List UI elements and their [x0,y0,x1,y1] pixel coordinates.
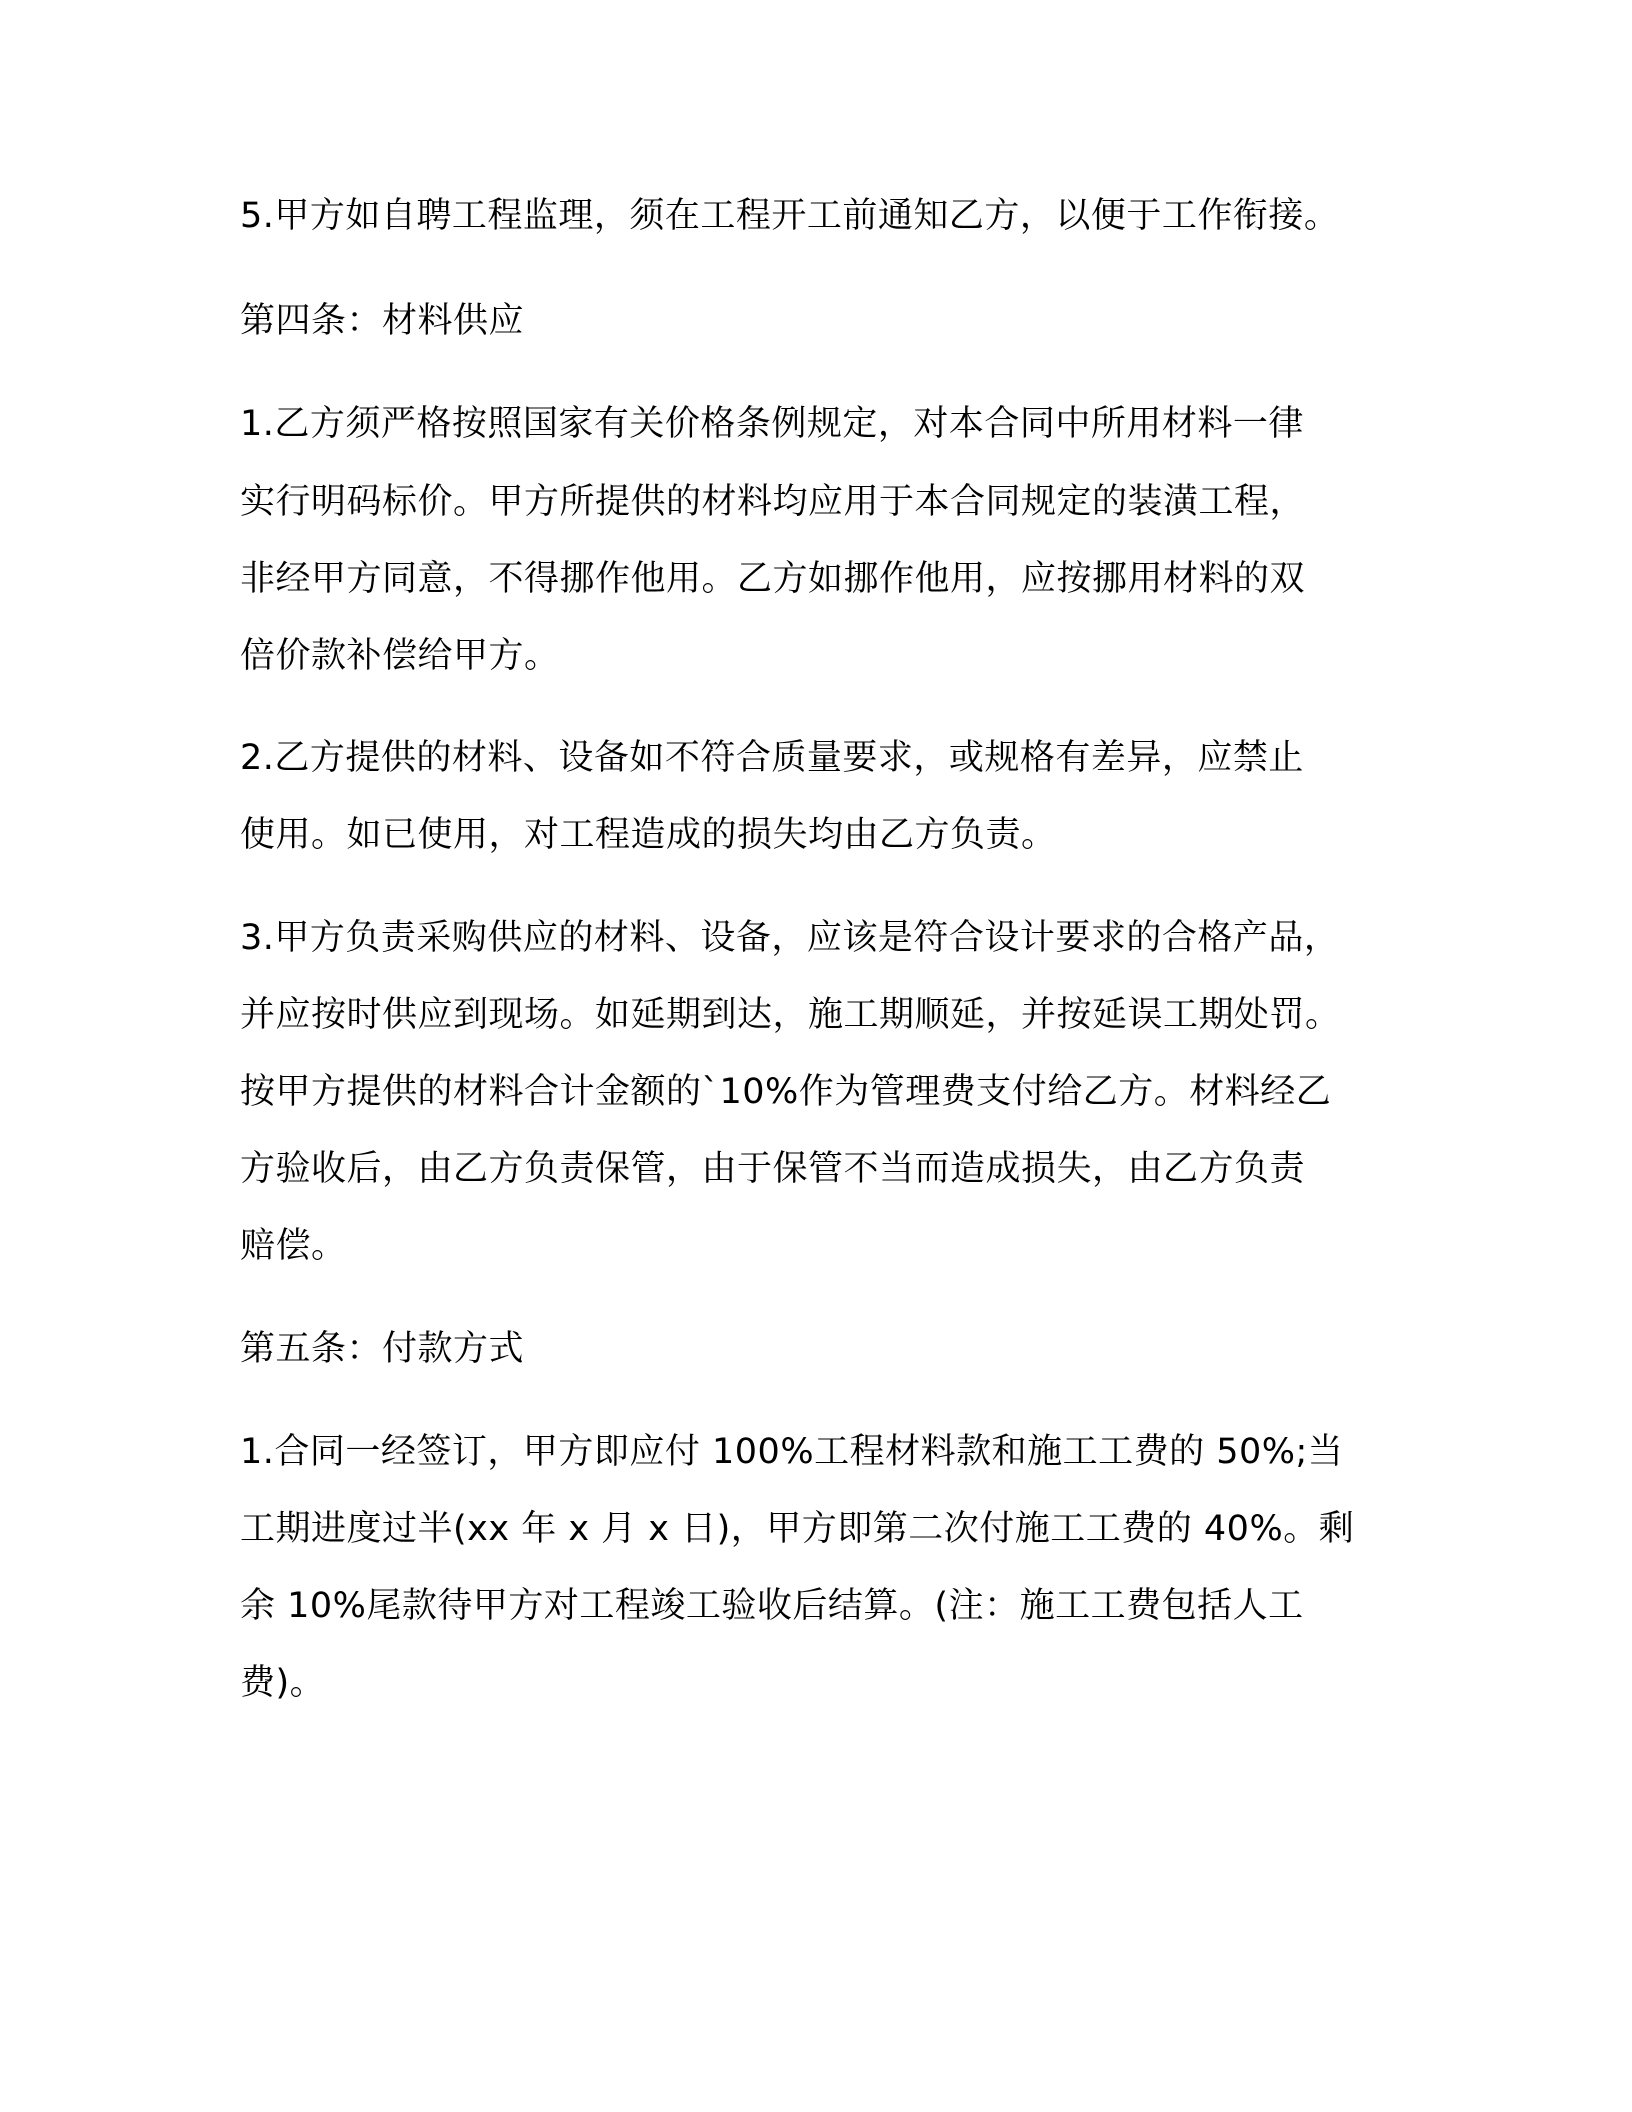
article-5-item-1-line-3: 余 10%尾款待甲方对工程竣工验收后结算。(注：施工工费包括人工 [240,1586,1304,1626]
article-4-item-2-line-1: 2.乙方提供的材料、设备如不符合质量要求，或规格有差异，应禁止 [240,738,1304,778]
article-4-item-3-line-4: 方验收后，由乙方负责保管，由于保管不当而造成损失，由乙方负责 [240,1149,1306,1189]
clause-3-item-5-line-1: 5.甲方如自聘工程监理，须在工程开工前通知乙方，以便于工作衔接。 [240,196,1340,236]
article-4-item-1-line-3: 非经甲方同意，不得挪作他用。乙方如挪作他用，应按挪用材料的双 [240,559,1306,599]
article-5-heading: 第五条：付款方式 [240,1329,525,1369]
article-5-item-1-line-1: 1.合同一经签订，甲方即应付 100%工程材料款和施工工费的 50%;当 [240,1432,1344,1472]
article-4-item-3-line-3: 按甲方提供的材料合计金额的`10%作为管理费支付给乙方。材料经乙 [240,1072,1332,1112]
article-4-item-2-line-2: 使用。如已使用，对工程造成的损失均由乙方负责。 [240,815,1057,855]
article-4-item-3-line-5: 赔偿。 [240,1226,347,1266]
article-4-item-3-line-2: 并应按时供应到现场。如延期到达，施工期顺延，并按延误工期处罚。 [240,995,1341,1035]
article-4-item-1-line-4: 倍价款补偿给甲方。 [240,636,560,676]
article-5-item-1-line-4: 费)。 [240,1663,326,1703]
article-5-item-1-line-2: 工期进度过半(xx 年 x 月 x 日)，甲方即第二次付施工工费的 40%。剩 [240,1509,1355,1549]
article-4-item-3-line-1: 3.甲方负责采购供应的材料、设备，应该是符合设计要求的合格产品， [240,918,1340,958]
article-4-item-1-line-1: 1.乙方须严格按照国家有关价格条例规定，对本合同中所用材料一律 [240,404,1304,444]
article-4-item-1-line-2: 实行明码标价。甲方所提供的材料均应用于本合同规定的装潢工程， [240,482,1306,522]
article-4-heading: 第四条：材料供应 [240,301,525,341]
